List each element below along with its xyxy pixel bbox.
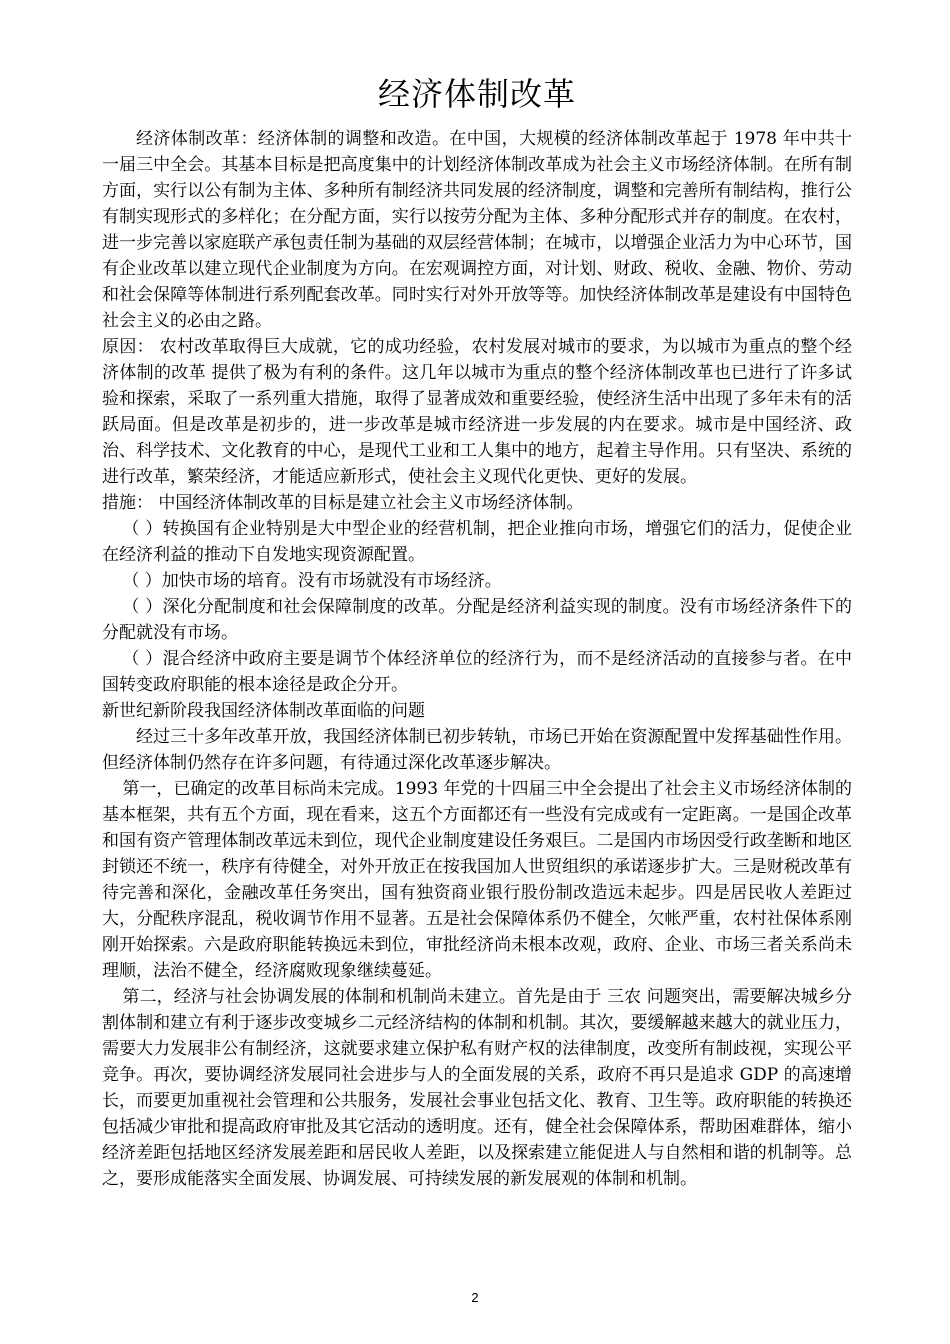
problems-intro-paragraph: 经过三十多年改革开放，我国经济体制已初步转轨，市场已开始在资源配置中发挥基础性作用。但经济体制仍然存在许多问题，有待通过深化改革逐步解决。 xyxy=(102,727,852,773)
first-problem-paragraph: 第一，已确定的改革目标尚未完成。1993 年党的十四届三中全会提出了社会主义市场经济体制的基本框架，共有五个方面，现在看来，这五个方面都还有一些没有完成或有一定距离。一是国企改革和国有资产管理体制改革远未到位，现代企业制度建设任务艰巨。二是国内市场因受行政垄断和地区封锁还不统一，秩序有待健全，对外开放正在按我国加人世贸组织的承诺逐步扩大。三是财税改革有待完善和深化，金融改革任务突出，国有独资商业银行股份制改造远未起步。四是居民收人差距过大，分配秩序混乱，税收调节作用不显著。五是社会保障体系仍不健全，欠帐严重，农村社保体系刚刚开始探索。六是政府职能转换远未到位，审批经济尚未根本改观，政府、企业、市场三者关系尚未理顺，法治不健全，经济腐败现象继续蔓延。 xyxy=(102,779,852,981)
second-problem-paragraph: 第二，经济与社会协调发展的体制和机制尚未建立。首先是由于 三农 问题突出，需要解决城乡分割体制和建立有利于逐步改变城乡二元经济结构的体制和机制。其次，要缓解越来越大的就业压力，需要大力发展非公有制经济，这就要求建立保护私有财产权的法律制度，改变所有制歧视，实现公平竞争。再次，要协调经济发展同社会进步与人的全面发展的关系，政府不再只是追求 GDP 的高速增长，而要更加重视社会管理和公共服务，发展社会事业包括文化、教育、卫生等。政府职能的转换还包括减少审批和提高政府审批及其它活动的透明度。还有，健全社会保障体系，帮助困难群体，缩小经济差距包括地区经济发展差距和居民收人差距，以及探索建立能促进人与自然相和谐的机制等。总之，要形成能落实全面发展、协调发展、可持续发展的新发展观的体制和机制。 xyxy=(102,987,852,1189)
measure-item-1: （ ）转换国有企业特别是大中型企业的经营机制，把企业推向市场，增强它们的活力，促使企业在经济利益的推动下自发地实现资源配置。 xyxy=(102,519,852,565)
measure-item-4: （ ）混合经济中政府主要是调节个体经济单位的经济行为，而不是经济活动的直接参与者。在中国转变政府职能的根本途径是政企分开。 xyxy=(102,649,852,695)
document-page xyxy=(102,72,852,1192)
section-heading: 新世纪新阶段我国经济体制改革面临的问题 xyxy=(102,701,425,721)
measure-item-2: （ ）加快市场的培育。没有市场就没有市场经济。 xyxy=(122,571,502,591)
measure-item-3: （ ）深化分配制度和社会保障制度的改革。分配是经济利益实现的制度。没有市场经济条件下的分配就没有市场。 xyxy=(102,597,852,643)
intro-paragraph: 经济体制改革：经济体制的调整和改造。在中国，大规模的经济体制改革起于 1978 年中共十一届三中全会。其基本目标是把高度集中的计划经济体制改革成为社会主义市场经济体制。在所有制方面，实行以公有制为主体、多种所有制经济共同发展的经济制度，调整和完善所有制结构，推行公有制实现形式的多样化；在分配方面，实行以按劳分配为主体、多种分配形式并存的制度。在农村，进一步完善以家庭联产承包责任制为基础的双层经营体制；在城市，以增强企业活力为中心环节，国有企业改革以建立现代企业制度为方向。在宏观调控方面，对计划、财政、税收、金融、物价、劳动和社会保障等体制进行系列配套改革。同时实行对外开放等等。加快经济体制改革是建设有中国特色社会主义的必由之路。 xyxy=(102,129,852,331)
reason-paragraph: 原因： 农村改革取得巨大成就，它的成功经验，农村发展对城市的要求，为以城市为重点的整个经济体制的改革 提供了极为有利的条件。这几年以城市为重点的整个经济体制改革也已进行了许多试验和探索，采取了一系列重大措施，取得了显著成效和重要经验，使经济生活中出现了多年未有的活跃局面。但是改革是初步的，进一步改革是城市经济进一步发展的内在要求。城市是中国经济、政治、科学技术、文化教育的中心，是现代工业和工人集中的地方，起着主导作用。只有坚决、系统的进行改革，繁荣经济，才能适应新形式，使社会主义现代化更快、更好的发展。 xyxy=(102,337,852,487)
document-title: 经济体制改革 xyxy=(377,75,576,113)
measures-heading-line: 措施： 中国经济体制改革的目标是建立社会主义市场经济体制。 xyxy=(102,493,584,513)
page-number: 2 xyxy=(471,1290,479,1305)
